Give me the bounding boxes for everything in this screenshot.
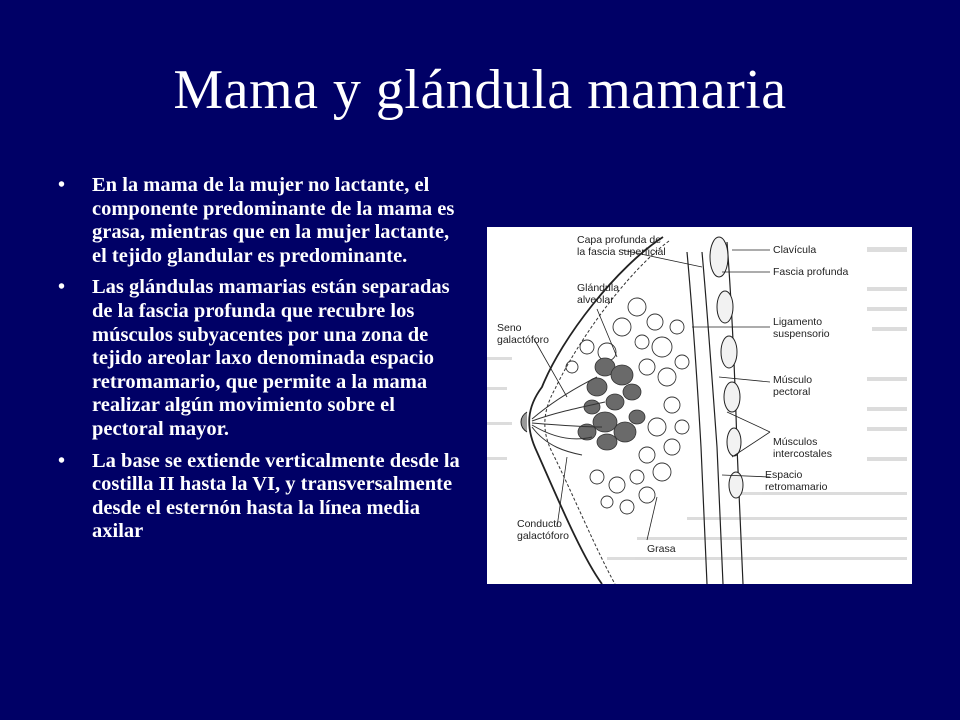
bullet-item [58,174,466,268]
label-ligamento-1: Ligamento [773,316,823,328]
bullet-icon: • [58,174,66,196]
breast-anatomy-diagram [487,227,912,584]
bullet-item [58,450,466,544]
bullet-item [58,276,466,441]
label-musculo-2: pectoral [773,386,811,398]
bullet-icon: • [58,449,66,472]
label-glandula-2: alveolar [577,294,614,306]
label-seno-1: Seno [497,322,522,334]
label-glandula-1: Glándula [577,282,620,294]
label-musculo-1: Músculo [773,374,813,386]
label-espacio-2: retromamario [765,481,828,493]
bullet-text: Las glándulas mamarias están separadas de la fascia profunda que recubre los músculos subyacentes por una zona de tejido areolar laxo denominada espacio retromamario, que permite a la mama realizar algún movimiento sobre el pectoral mayor. [92,276,450,440]
label-musculos-1: Músculos [773,436,818,448]
label-fascia-profunda: Fascia profunda [773,266,849,278]
bullet-icon: • [58,276,66,299]
label-espacio-1: Espacio [765,469,803,481]
bullet-list [58,174,466,552]
label-seno-2: galactóforo [497,334,549,346]
label-musculos-2: intercostales [773,448,832,460]
label-conducto-1: Conducto [517,518,562,530]
label-capa-profunda-1: Capa profunda de [577,234,662,246]
breast-anatomy-figure [487,227,912,584]
label-clavicula: Clavícula [773,244,817,256]
label-grasa: Grasa [647,543,676,555]
label-ligamento-2: suspensorio [773,328,830,340]
label-capa-profunda-2: la fascia superficial [577,246,666,258]
label-conducto-2: galactóforo [517,530,569,542]
slide-title: Mama y glándula mamaria [173,59,787,121]
bullet-text: En la mama de la mujer no lactante, el componente predominante de la mama es grasa, mientras que en la mujer lactante, el tejido glandular es predominante. [92,174,455,267]
bullet-text: La base se extiende verticalmente desde la costilla II hasta la VI, y transversalmente desde el esternón hasta la línea media axilar [92,449,460,543]
